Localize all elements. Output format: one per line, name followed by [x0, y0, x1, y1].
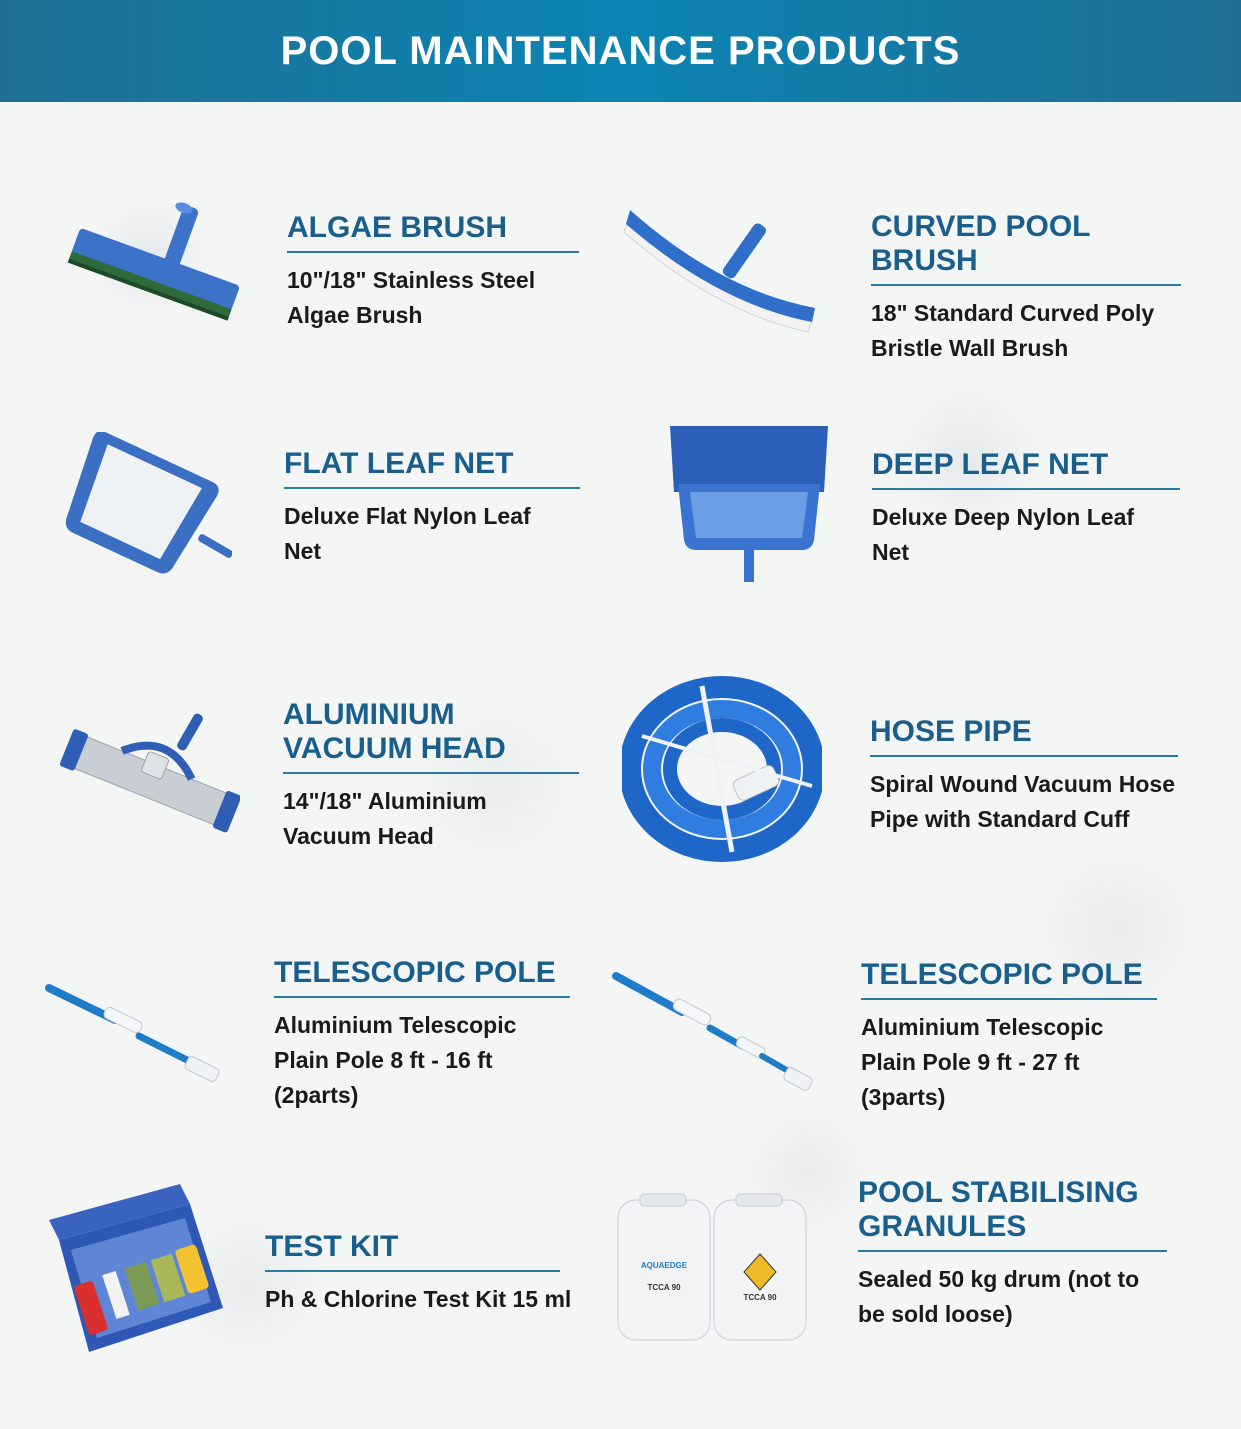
- curved-pool-brush-image: [620, 200, 820, 340]
- algae-brush-image: [60, 200, 240, 350]
- product-title: TELESCOPIC POLE: [274, 956, 570, 998]
- stabilising-granules-drums-image: [612, 1192, 812, 1344]
- product-curved-pool-brush: [871, 210, 1181, 366]
- product-title: TELESCOPIC POLE: [861, 958, 1157, 1000]
- product-stabilising-granules: [858, 1176, 1167, 1332]
- drum-brand-label: AQUAEDGE: [640, 1261, 688, 1270]
- product-title: FLAT LEAF NET: [284, 447, 580, 489]
- product-title: HOSE PIPE: [870, 715, 1178, 757]
- product-title: ALUMINIUM VACUUM HEAD: [283, 698, 579, 774]
- product-description: Deluxe Deep Nylon Leaf Net: [872, 504, 1135, 565]
- page-header: [0, 0, 1241, 102]
- product-description: Deluxe Flat Nylon Leaf Net: [284, 503, 531, 564]
- product-description: 10"/18" Stainless Steel Algae Brush: [287, 267, 536, 328]
- product-deep-leaf-net: [872, 448, 1180, 570]
- product-description: Aluminium Telescopic Plain Pole 9 ft - 27 ft (3parts): [861, 1014, 1104, 1110]
- page-title: POOL MAINTENANCE PRODUCTS: [280, 28, 961, 73]
- flat-leaf-net-image: [62, 432, 232, 582]
- product-description: 14"/18" Aluminium Vacuum Head: [283, 788, 487, 849]
- deep-leaf-net-image: [664, 422, 834, 584]
- product-algae-brush: [287, 211, 579, 333]
- product-telescopic-pole-3parts: [861, 958, 1157, 1115]
- aluminium-vacuum-head-image: [55, 708, 240, 848]
- test-kit-image: [45, 1180, 227, 1360]
- product-description: Aluminium Telescopic Plain Pole 8 ft - 16 ft (2parts): [274, 1012, 517, 1108]
- drum-left-label: TCCA 90: [647, 1283, 681, 1292]
- product-aluminium-vacuum-head: [283, 698, 579, 854]
- product-flat-leaf-net: [284, 447, 580, 569]
- product-title: POOL STABILISING GRANULES: [858, 1176, 1167, 1252]
- product-description: Ph & Chlorine Test Kit 15 ml: [265, 1286, 572, 1312]
- product-telescopic-pole-2parts: [274, 956, 570, 1113]
- product-description: 18" Standard Curved Poly Bristle Wall Brush: [871, 300, 1155, 361]
- product-title: DEEP LEAF NET: [872, 448, 1180, 490]
- drum-right-label: TCCA 90: [743, 1293, 777, 1302]
- product-title: ALGAE BRUSH: [287, 211, 579, 253]
- telescopic-pole-3parts-image: [612, 968, 817, 1103]
- product-description: Spiral Wound Vacuum Hose Pipe with Standard Cuff: [870, 771, 1176, 832]
- product-title: CURVED POOL BRUSH: [871, 210, 1181, 286]
- product-hose-pipe: [870, 715, 1178, 837]
- product-description: Sealed 50 kg drum (not to be sold loose): [858, 1266, 1140, 1327]
- product-test-kit: [265, 1230, 572, 1317]
- telescopic-pole-2parts-image: [45, 978, 225, 1103]
- product-title: TEST KIT: [265, 1230, 560, 1272]
- hose-pipe-image: [622, 676, 822, 862]
